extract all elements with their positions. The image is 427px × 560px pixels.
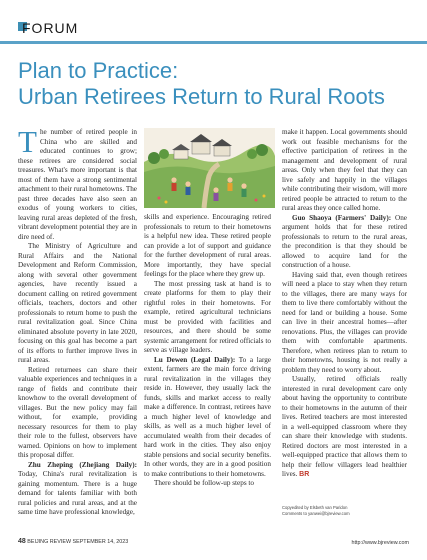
paragraph: skills and experience. Encouraging retired professionals to return to their hometowns is a helpful new idea. These retired people can provide a lot of support and guidance for the further development of rural areas. More importantly, they have special feelings for the place where they grew up. (144, 213, 271, 278)
illustration-image (144, 128, 275, 208)
paragraph: Having said that, even though retirees will need a place to stay when they return to the villages, there are many ways for them to live there comfortably without the need for land or building a house. Some can live in their ancestral homes—after renovations. Plus, the villages can provide them with comfortable apartments. Therefore, when retirees plan to return to their hometowns, housing is not really a problem they need to worry about. (282, 270, 407, 374)
paragraph: Retired returnees can share their valuable experiences and techniques in a range of fields and contribute their knowhow to the overall development of villages. But the new policy may fail without, for example, providing necessary resources for them to play their role to the fullest, observers have warned. Opinions on how to implement this proposal differ. (18, 365, 137, 459)
article-column-2 (144, 213, 271, 489)
drop-cap: T (18, 124, 37, 159)
end-mark: BR (299, 471, 310, 478)
article-headline (18, 58, 418, 110)
paragraph: The number of retired people in China who are skilled and educated continues to grow; these retirees are considered social treasures. What's more important is that most of them have a strong sentimental attachment to their rural hometowns. The past three decades have also seen an exodus of young workers to cities, leaving rural areas depleted of the fresh, vibrant development potential they are in dire need of. (18, 124, 137, 241)
headline-line-1: Plan to Practice: (18, 58, 179, 83)
section-rule (0, 41, 427, 44)
article-column-3 (282, 128, 407, 480)
section-header (0, 18, 427, 46)
paragraph: make it happen. Local governments should work out feasible mechanisms for the effective participation of retirees in the management and development of rural areas. Only when they feel that they can live safely and happily in the villages while contributing their wisdom, will more retired people be attracted to return to the rural areas they once called home. (282, 128, 407, 212)
publication-line: BEIJING REVIEW SEPTEMBER 14, 2023 (27, 539, 129, 545)
page-number: 48 (18, 538, 26, 545)
paragraph: Zhu Zheping (Zhejiang Daily): Today, China's rural revitalization is gaining momentum. There is a huge demand for talents familiar with both rural policies and rural areas, and at the same time have professional knowledge, (18, 460, 137, 516)
paragraph: Usually, retired officials really interested in rural development care only about having the opportunity to contribute to their hometowns in the autumn of their lives. Retired teachers are most interested in a well-equipped classroom where they can share their knowledge with students. Retired doctors are most interested in a well-equipped practice that allows them to help their fellow villagers lead healthier lives. BR (282, 375, 407, 478)
speaker-name: Lu Dewen (Legal Daily): (154, 355, 236, 364)
copyeditor-credit: Copyedited by Elsbeth van Paridon (282, 505, 348, 510)
paragraph: The most pressing task at hand is to create platforms for them to play their rightful roles in their hometowns. For example, retired agricultural technicians must be provided with facilities and resources, and there should be some systemic arrangement for retired officials to serve as village leaders. (144, 279, 271, 354)
paragraph: Guo Shaoya (Farmers' Daily): One argument holds that for these retired professionals to return to the rural areas, the precondition is that they should be allowed to acquire land for the construction of a house. (282, 213, 407, 269)
comments-contact: Comments to yanwei@bjreview.com (282, 510, 350, 516)
paragraph: The Ministry of Agriculture and Rural Affairs and the National Development and Reform Commission, along with several other government agencies, have recently issued a document calling on retired government officials, teachers, doctors and other professionals to return home to push the rural revitalization goal. Since China eliminated absolute poverty in late 2020, focusing on this goal has become a part of its efforts to further improve lives in rural areas. (18, 242, 137, 364)
website-url[interactable]: http://www.bjreview.com (351, 540, 409, 546)
speaker-name: Zhu Zheping (Zhejiang Daily): (28, 460, 137, 469)
paragraph: Lu Dewen (Legal Daily): To a large extent, farmers are the main force driving rural revitalization in the villages they reside in. However, they usually lack the funds, skills and market access to really make a difference. In contrast, retirees have a much higher level of knowledge and skills, as well as a much higher level of accumulated wealth from their decades of hard work in the cities. They also enjoy stable pensions and social security benefits. In other words, they are in a good position to make contributions to their hometowns. (144, 355, 271, 478)
village-illustration (144, 128, 275, 208)
paragraph: There should be follow-up steps to (154, 479, 255, 487)
speaker-name: Guo Shaoya (Farmers' Daily): (292, 213, 392, 222)
credits (282, 505, 407, 516)
section-label: FORUM (22, 20, 79, 36)
page-footer (18, 538, 409, 550)
headline-line-2: Urban Retirees Return to Rural Roots (18, 84, 385, 109)
article-column-1 (18, 124, 137, 518)
footer-left (18, 538, 128, 545)
